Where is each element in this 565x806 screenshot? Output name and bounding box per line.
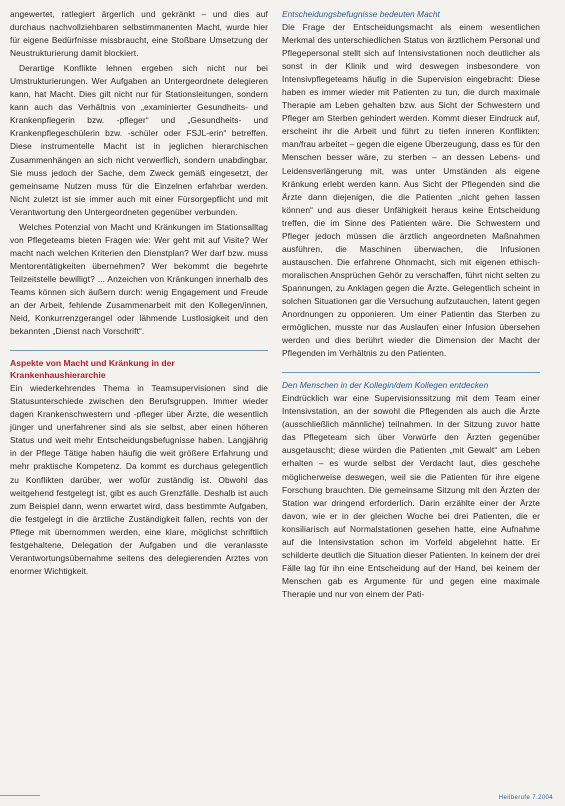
page-edge-mark [0,795,40,796]
section-rule-right [282,372,540,373]
left-paragraph-3: Welches Potenzial von Macht und Kränkungen im Stationsalltag von Pflegeteams bieten Fragen wie: Wer geht mit auf Visite? Wer macht nach welchen Kriterien den Dienstplan? Wer darf bzw. muss Mentorentätigkeiten übernehmen? Wer bekommt die begehrte Teilzeitstelle bewilligt? ... Anzeichen von Kränkungen innerhalb des Teams können sich äußern durch: wenig Engagement und Freude an der Arbeit, fehlende Zusammenarbeit mit den Kollegen/innen, Neid, Konkurrenzgerangel oder lähmende Lustlosigkeit und den bekannten „Dienst nach Vorschrift“. [10,221,268,337]
right-paragraph-2: Eindrücklich war eine Supervisionssitzung mit dem Team einer Intensivstation, an der sowohl die Pflegenden als auch die Ärzte (ausschließlich männliche) teilnahmen. In der Sitzung zuvor hatte das Pflegeteam sich über Vorwürfe den Ärzten gegenüber ausgetauscht; diese würden die Patienten „mit Gewalt“ am Leben erhalten – es wurde selbst der Verdacht laut, dies geschehe möglicherweise deswegen, weil sie die Patienten für ihre eigene Forschung brauchten. Die gemeinsame Sitzung mit den Ärzten der Station war dringend erforderlich. Darin erzählte einer der Ärzte davon, wie er in der gleichen Woche bei drei Patienten, die er konsiliarisch auf Normalstationen gesehen hatte, eine Aufnahme auf die Intensivstation schon im Vorfeld abgelehnt hatte. Er schilderte deutlich die Situation dieser Patienten. In keinem der drei Fälle lag für ihn eine Entscheidung auf der Hand, bei keinem der Menschen gab es Argumente für und gegen eine maximale Therapie und nur von einem der Pati- [282,393,540,599]
section-heading-hierarchy: Aspekte von Macht und Kränkung in der Krankenhaushierarchie [10,358,175,381]
left-paragraph-1: angewertet, ratlegiert ärgerlich und gekränkt – und dies auf durchaus nachvollziehbaren selbstimmanenten Macht, wurde hier für eigene Bedürfnisse missbraucht, eine Stoßbare Umsetzung der Neustrukturierung damit blockiert. [10,9,268,59]
left-column [10,8,268,580]
section-heading-colleague: Den Menschen in der Kollegin/dem Kollegen entdecken [282,380,489,391]
section-rule-left [10,350,268,351]
left-paragraph-2: Derartige Konflikte lehnen ergeben sich nicht nur bei Umstrukturierungen. Wer Aufgaben an Untergeordnete delegieren kann, hat Macht. Dies gilt nicht nur für Stationsleitungen, sondern kann auch das Verhältnis von „examinierter Gesundheits- und Krankenpflegerin bzw. -pfleger“ und „Gesundheits- und Krankenpflegeschülerin bzw. -schüler oder FSJL-erin“ betreffen. Diese instrumentelle Macht ist in jeglichen hierarchischen Zusammenhängen an sich nicht verwerflich, sondern unabdingbar. Sie muss jedoch der Sache, dem Zweck gemäß eingesetzt, der gemeinsame Nutzen muss für die Einzelnen erfahrbar werden. Nicht zuletzt ist sie immer auch mit einer Fürsorgepflicht und mit Verantwortung den Untergeordneten gegenüber verbunden. [10,63,268,217]
section-heading-decision-power: Entscheidungsbefugnisse bedeuten Macht [282,9,440,19]
right-paragraph-1: Die Frage der Entscheidungsmacht als einem wesentlichen Merkmal des unterschiedlichen Status von ärztlichem Personal und Pflegepersonal stellt sich auf Intensivstationen noch deutlicher als sonst in der Klinik und wird deswegen insbesondere von Intensivpflegeteams häufig in die Supervision eingebracht: Diese haben es immer wieder mit Patienten zu tun, die durch maximale Therapie am Leben gehalten bzw. aus Sicht der Schwestern und Pfleger am Sterben gehindert werden. Kommt dieser Eindruck auf, erscheint ihr die Arbeit und führt zu tiefen inneren Konflikten: man/frau arbeitet – gegen die eigene Überzeugung, dass es für den Menschen besser wäre, zu sterben – an dessen Lebens- und Leidensverlängerung mit, was unter Umständen als eigene Kränkung erlebt werden kann. Aus Sicht der Pflegenden sind die Ärzte dann diejenigen, die die Patienten „nicht gehen lassen können“ und aus dieser Unfähigkeit heraus keine Entscheidung treffen, die im Sinne des Patienten wäre. Die Schwestern und Pfleger jedoch müssen die ärztlich angeordneten Maßnahmen ausführen, die Maschinen überwachen, die Infusionen austauschen. Die erfahrene Ohnmacht, sich mit eigenen ethisch-moralischen Ansprüchen Gehör zu verschaffen, führt nicht selten zu Spannungen, zu Anklagen gegen die Ärzte. Gelegentlich scheint in solchen Situationen gar die Versuchung aufzutauchen, latent gegen Anordnungen zu opponieren. Um einer Patientin das Sterben zu ermöglichen, musste nur das Auslaufen einer Infusion übersehen werden und dies berührt wieder die Dimension der Macht der Pflegenden im Verhältnis zu den Patienten. [282,22,540,359]
right-column [282,8,540,603]
page-footer: Heilberufe 7.2004 [498,795,553,801]
left-paragraph-4: Ein wiederkehrendes Thema in Teamsupervisionen sind die Statusunterschiede zwischen den Berufsgruppen. Immer wieder dagen Krankenschwestern und -pfleger über Ärzte, die wesentlich jünger und unerfahrener sind als sie selbst, aber einen höheren Status und weit mehr Entscheidungsbefugnisse haben. Langjährig in der Pflege Tätige haben häufig die weit größere Erfahrung und mehr praktische Kompetenz. Da kommt es durchaus gelegentlich zu Konflikten darüber, wer wofür zuständig ist. Obwohl das weitgehend festgelegt ist, gibt es auch Grenzfälle. Deshalb ist auch zum Beispiel dann, wenn erwartet wird, dass bestimmte Aufgaben, die festgelegt in die ärztliche Zuständigkeit fallen, rechts von der Pflege mit übernommen werden, eine klare, möglichst schriftlich festgehaltene, Delegation der Aufgaben und die veranlasste Verantwortungsübernahme seitens des delegierenden Arztes von enormer Wichtigkeit. [10,383,268,576]
